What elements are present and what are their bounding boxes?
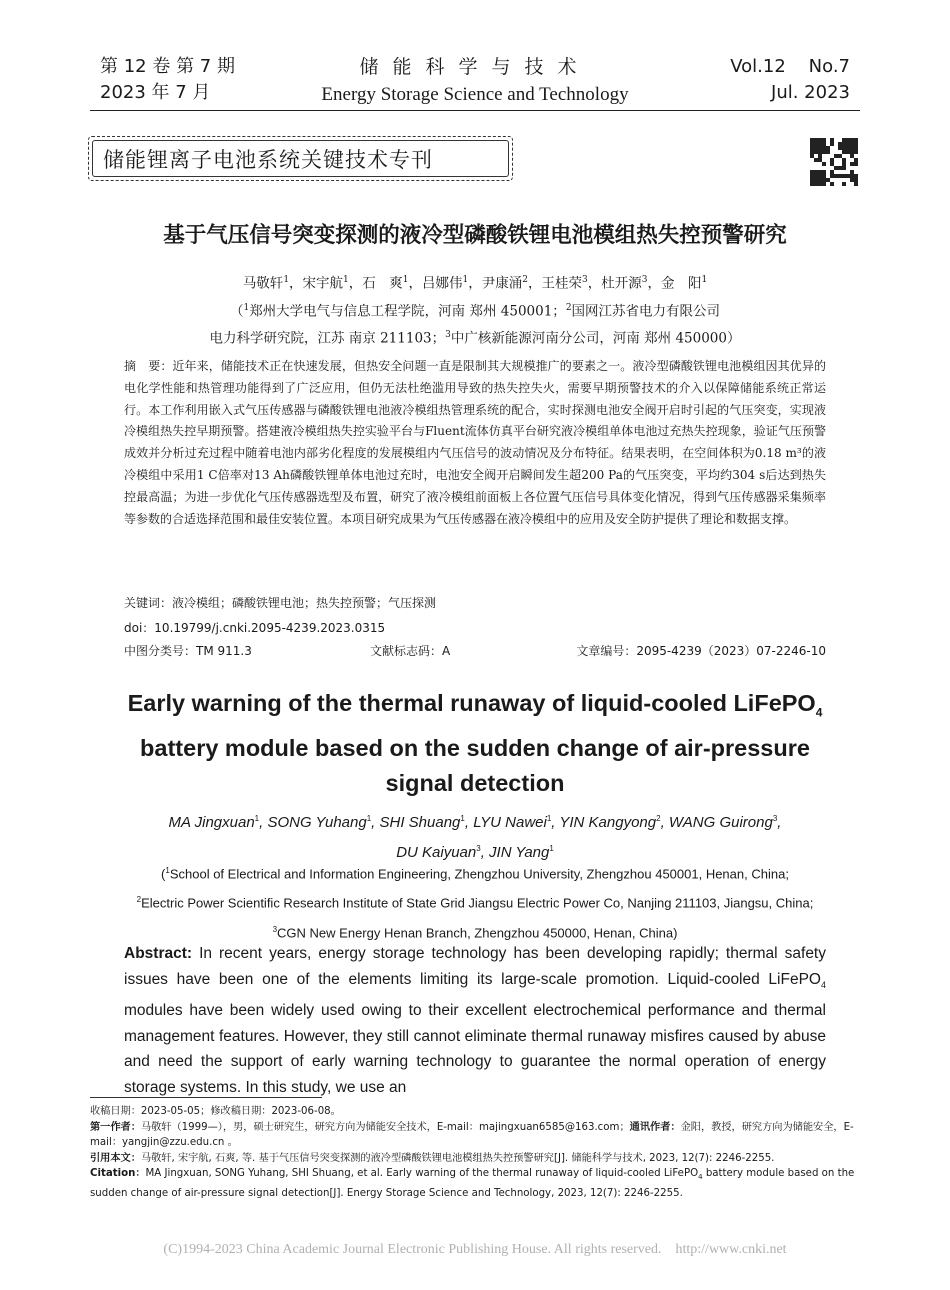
author-en-affil-mark: 1 xyxy=(366,814,372,823)
author-en: MA Jingxuan xyxy=(168,814,255,831)
author-en-affil-mark: 1 xyxy=(460,814,465,823)
doi: doi：10.19799/j.cnki.2095-4239.2023.0315 xyxy=(124,621,386,635)
footnotes xyxy=(90,1104,860,1202)
author-separator: ， xyxy=(289,275,303,292)
affiliation-en-3: $^3$CGN New Energy Henan Branch, Zhengzhou 450000, Henan, China) xyxy=(272,924,678,940)
clc-number: 中图分类号：TM 911.3 xyxy=(124,644,252,658)
special-issue-title: 储能锂离子电池系统关键技术专刊 xyxy=(92,140,509,177)
journal-name-en: Energy Storage Science and Technology xyxy=(321,84,629,105)
keywords-label: 关键词： xyxy=(124,596,173,610)
author-cn: 杜开源 xyxy=(601,275,642,292)
journal-issue-cn xyxy=(100,54,300,106)
author-separator: ， xyxy=(468,275,482,292)
author-list-en xyxy=(110,806,840,866)
author-en: JIN Yang xyxy=(489,844,550,861)
author-separator: ， xyxy=(408,275,423,292)
author-cn: 石 爽 xyxy=(362,275,403,292)
author-cn-affil-mark: 1 xyxy=(283,275,290,285)
citation-cn: 引用本文：马敬轩, 宋宇航, 石爽, 等. 基于气压信号突变探测的液冷型磷酸铁锂电池模组热失控预警研究[J]. 储能科学与技术, 2023, 12(7): 2246-2255. xyxy=(90,1152,775,1164)
author-en: LYU Nawei xyxy=(473,814,547,831)
author-separator: , xyxy=(259,814,268,831)
author-en-affil-mark: 2 xyxy=(656,814,661,823)
date-en: Jul. 2023 xyxy=(771,82,850,103)
author-cn: 尹康涌 xyxy=(481,275,523,292)
volume-issue-cn: 第 12 卷 第 7 期 xyxy=(100,56,235,77)
author-cn: 马敬轩 xyxy=(242,275,284,292)
affiliation-cn-line1: （$^1$郑州大学电气与信息工程学院，河南 郑州 450001；$^2$国网江苏省电力有限公司 xyxy=(229,302,721,319)
special-issue-box xyxy=(88,136,513,181)
author-cn-affil-mark: 1 xyxy=(701,275,708,285)
volume-issue-en: Vol.12 No.7 xyxy=(730,56,850,77)
affiliation-cn-line2: 电力科学研究院，江苏 南京 211103；$^3$中广核新能源河南分公司，河南 郑州 450000） xyxy=(209,330,741,347)
qr-code-icon xyxy=(810,138,858,186)
journal-name-cn: 储能科学与技术 xyxy=(359,56,591,78)
affiliations-en xyxy=(40,858,910,946)
footnote-rule xyxy=(90,1097,322,1098)
author-en-affil-mark: 1 xyxy=(254,814,260,823)
authors-cn xyxy=(60,268,890,296)
journal-issue-en xyxy=(650,54,850,106)
abstract-en-label: Abstract: xyxy=(124,945,193,962)
author-cn-affil-mark: 1 xyxy=(402,275,409,285)
author-separator: , xyxy=(660,814,669,831)
affiliation-en-2: $^2$Electric Power Scientific Research Institute of State Grid Jiangsu Electric Power Co, Nanjing 211103, Jiangsu, China; xyxy=(136,895,814,911)
abstract-cn xyxy=(124,356,826,530)
author-cn-affil-mark: 3 xyxy=(641,275,648,285)
header-rule xyxy=(90,110,860,111)
classification-row xyxy=(124,640,826,662)
author-en-affil-mark: 1 xyxy=(546,814,552,823)
author-separator: ， xyxy=(647,275,661,292)
article-title-cn: 基于气压信号突变探测的液冷型磷酸铁锂电池模组热失控预警研究 xyxy=(163,223,787,248)
keywords-cn xyxy=(124,593,826,615)
author-en-affil-mark: 3 xyxy=(476,844,481,853)
author-separator: , xyxy=(777,814,782,831)
author-en-affil-mark: 3 xyxy=(772,814,778,823)
author-en: WANG Guirong xyxy=(668,814,773,831)
title-en-line2: battery module based on the sudden change of air-pressure xyxy=(140,734,810,761)
author-en: DU Kaiyuan xyxy=(396,844,477,861)
author-separator: , xyxy=(551,814,560,831)
author-separator: ， xyxy=(348,275,363,292)
author-cn: 吕娜伟 xyxy=(422,275,463,292)
article-title-en xyxy=(50,686,900,801)
document-code: 文献标志码：A xyxy=(370,644,451,658)
author-en: YIN Kangyong xyxy=(559,814,657,831)
abstract-cn-text: 近年来，储能技术正在快速发展，但热安全问题一直是限制其大规模推广的要素之一。液冷型磷酸铁锂电池模组因其优异的电化学性能和热管理功能得到了广泛应用，但仍无法杜绝滥用导致的热失控失火，需要早期预警技术的介入以保障储能系统正常运行。本工作利用嵌入式气压传感器与磷酸铁锂电池液冷模组热管理系统的配合，实时探测电池安全阀开启时引起的气压突变，实现液冷模组热失控早期预警。搭建液冷模组热失控实验平台与Fluent流体仿真平台研究液冷模组单体电池过充热失控现象，验证气压预警成效并分析过充过程中随着电池内部劣化程度的发展模组内气压信号的波动情况及分布特征。结果表明，在空间体积为0.18 m³的液冷模组中采用1 C倍率对13 Ah磷酸铁锂单体电池过充时，电池安全阀开启瞬间发生超200 Pa的气压突变，平均约304 s后达到热失控最高温；为进一步优化气压传感器选型及布置，研究了液冷模组前面板上各位置气压信号具体变化情况，得到气压传感器采集频率等参数的合适选择范围和最佳安装位置。本项目研究成果为气压传感器在液冷模组中的应用及安全防护提供了理论和数据支撑。 xyxy=(124,359,826,526)
author-cn: 王桂荣 xyxy=(541,275,582,292)
author-cn: 宋宇航 xyxy=(302,275,344,292)
author-cn: 金 阳 xyxy=(660,275,702,292)
author-cn-affil-mark: 3 xyxy=(581,275,588,285)
author-info: 第一作者：马敬轩（1999—），男，硕士研究生，研究方向为储能安全技术，E-mail：majingxuan6585@163.com；通讯作者：金阳，教授，研究方向为储能安全，E-mail：yangjin@zzu.edu.cn 。 xyxy=(90,1121,854,1149)
author-separator: , xyxy=(371,814,380,831)
author-separator: , xyxy=(480,844,490,861)
abstract-en: Abstract: In recent years, energy storage technology has been developing rapidly; thermal safety issues have been one of the elements limiting its large-scale promotion. Liquid-cooled LiFePO$_4$ modules have been widely used owing to their excellent electrochemical performance and thermal management features. However, they still cannot eliminate thermal runaway misfires caused by abuse and need the support of early warning technology to guarantee the normal operation of energy storage systems. In this study, we use an xyxy=(124,945,826,1097)
article-number: 文章编号：2095-4239（2023）07-2246-10 xyxy=(576,644,826,658)
author-en: SONG Yuhang xyxy=(267,814,367,831)
author-en: SHI Shuang xyxy=(379,814,461,831)
date-cn: 2023 年 7 月 xyxy=(100,82,211,103)
title-en-line3: signal detection xyxy=(385,769,565,796)
author-separator: ， xyxy=(587,275,602,292)
author-list-cn xyxy=(60,268,890,351)
author-cn-affil-mark: 1 xyxy=(462,275,469,285)
author-cn-affil-mark: 1 xyxy=(343,275,349,285)
title-en-line1: Early warning of the thermal runaway of liquid-cooled LiFePO$_4$ xyxy=(127,690,823,720)
author-separator: , xyxy=(464,814,474,831)
citation-en: Citation：MA Jingxuan, SONG Yuhang, SHI Shuang, et al. Early warning of the thermal runaway of liquid-cooled LiFePO$_4$ battery module based on the sudden change of air-pressure signal detection[J]. Energy Storage Science and Technology, 2023, 12(7): 2246-2255. xyxy=(90,1168,855,1199)
authors-en-line1 xyxy=(110,806,840,836)
affiliation-en-1: ($^1$School of Electrical and Information Engineering, Zhengzhou University, Zhengzhou 450001, Henan, China; xyxy=(161,866,789,882)
author-en-affil-mark: 1 xyxy=(549,844,554,853)
author-separator: ， xyxy=(527,275,542,292)
journal-name xyxy=(300,54,650,108)
received-date: 收稿日期：2023-05-05；修改稿日期：2023-06-08。 xyxy=(90,1106,341,1117)
cnki-copyright: (C)1994-2023 China Academic Journal Electronic Publishing House. All rights reserved. http://www.cnki.net xyxy=(163,1242,787,1257)
keywords-text: 液冷模组；磷酸铁锂电池；热失控预警；气压探测 xyxy=(172,596,437,610)
author-cn-affil-mark: 2 xyxy=(522,275,528,285)
abstract-cn-label: 摘 要： xyxy=(124,359,173,373)
